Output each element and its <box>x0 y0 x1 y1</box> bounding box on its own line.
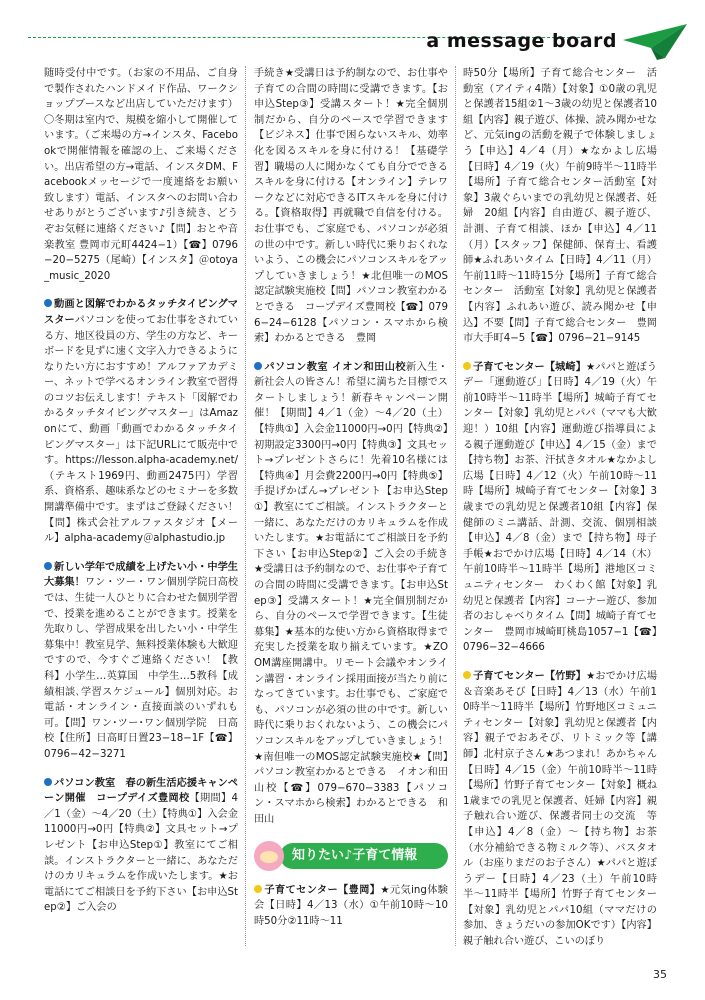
listing-continued: 手続き★受講日は予約制なので、お仕事や子育ての合間の時間に受講できます。【お申込Step③】受講スタート！★完全個別制だから、自分のペースで学習できます【ビジネス】仕事で困らないスキル、効率化を図るスキルを身に付ける！【基礎学習】職場の人に聞かなくても自分でできるスキルを身に付ける【オンライン】テレワークなどに対応できるITスキルを身に付ける。【資格取得】再就職で自信を付ける。お仕事でも、ご家庭でも、パソコンが必須の世の中です。新しい時代に乗りおくれないよう、この機会にパソコンスキルをアップしていきましょう！★北但唯一のMOS認定試験実施校【問】パソコン教室わかるとできる コープデイズ豊岡校【☎】0796−24−6128【パソコン・スマホから検索】わかるとできる 豊岡 <box>254 68 448 345</box>
section-title: a message board <box>426 30 617 52</box>
column-2 <box>254 66 448 971</box>
listing-continued: 時50分【場所】子育て総合センター 活動室（アイティ4階）【対象】①0歳の乳児と保護者15組②1〜3歳の幼児と保護者10組【内容】親子遊び、体操、読み聞かせなど、元気ingの活動を親子で体験しましょう【申込】4／4（月）★なかよし広場【日時】4／19（火）午前9時半〜11時半【場所】子育て総合センター活動室【対象】3歳ぐらいまでの乳幼児と保護者、妊婦 20組【内容】自由遊び、親子遊び、計測、子育て相談、ほか【申込】4／11（月）【スタッフ】保健師、保育士、看護師★ふれあいタイム【日時】4／11（月）午前11時〜11時15分【場所】子育て総合センター 活動室【対象】乳幼児と保護者【内容】ふれあい遊び、読み聞かせ【申込】不要【問】子育て総合センター 豊岡市大手町4−5【☎】0796−21−9145 <box>463 68 657 345</box>
column-3 <box>463 66 657 971</box>
listing <box>44 776 238 916</box>
listing <box>254 360 448 828</box>
listing-heading: 子育てセンター【竹野】 <box>473 670 587 682</box>
bullet-icon <box>44 562 52 570</box>
bullet-icon <box>44 778 52 786</box>
column-1 <box>44 66 238 971</box>
listing-heading: 子育てセンター【城崎】 <box>473 361 587 373</box>
listing-body: ワン・ツー・ワン個別学院日高校では、生徒一人ひとりに合わせた個別学習で、授業を進めることができます。授業を先取りし、学習成果を出したい小・中学生募集中！教室見学、無料授業体験も大歓迎ですので、今すぐご連絡ください！【教科】小学生…英算国 中学生…5教科【成績相談､学習スケジュール】個別対応。お電話・オンライン・直接面談のいずれも可。【問】ワン･ツー･ワン個別学院 日高校【住所】日高町日置23−18−1F【☎】0796−42−3271 <box>44 577 238 760</box>
listing <box>254 883 448 930</box>
listing-heading: パソコン教室 イオン和田山校 <box>264 361 406 373</box>
banner-title: 知りたい♪子育て情報 <box>280 843 448 869</box>
listing-body: パソコンを使ってお仕事をされている方、地区役員の方、学生の方など、キーボードを見ずに速く文字入力できるようになりたい方におすすめ！アルファアカデミー、ネットで学べるオンライン教室で習得のコツお伝えします！テキスト「図解でわかるタッチタイピングマスター」はAmazonにて、動画「動画でわかるタッチタイピングマスター」は下記URLにて販売中です。https://lesson.alpha-academy.net/（テキスト1969円、動画2475円）学習系、資格系、趣味系などのセミナーを多数開講準備中です。まずはご登録ください！【問】株式会社アルファスタジオ【メール】alpha-academy＠alphastudio.jp <box>44 314 238 545</box>
listing-heading: 動画と図解でわかるタッチタイピングマスター <box>44 299 238 326</box>
smiley-icon <box>254 841 284 871</box>
page-number: 35 <box>653 968 667 981</box>
listing-body: 【期間】4／1（金）〜4／20（土）【特典①】入会金11000円→0円【特典②】文具セット→プレゼント【お申込Step①】教室にてご相談。インストラクターと一緒に、あなただけのカリキュラムを作成いたします。★お電話にてご相談日を予約下さい【お申込Step②】ご入会の <box>44 793 238 914</box>
listing <box>463 669 657 950</box>
listing-heading: 子育てセンター【豊岡】 <box>264 884 381 896</box>
bullet-icon <box>44 299 52 307</box>
listing <box>44 560 238 763</box>
listing-body: ★元気ing体験会【日時】4／13（水）①午前10時〜10時50分②11時〜11 <box>254 884 448 927</box>
listing-continued: 随時受付中です。（お家の不用品、ご自身で製作されたハンドメイド作品、ワークショップブースなど出店していただけます）〇冬期は室内で、規模を縮小して開催しています。（ご来場の方→インスタ、Facebookで開催情報を確認の上、ご来場ください。出店希望の方→電話、インスタDM、Facebookメッセージで一度連絡をお願い致します）電話、インスタへのお問い合わせありがとうございます♪引き続き、どうぞお気軽に連絡ください♪【問】おとや音楽教室 豊岡市元町4424−1）【☎】0796−20−5275（尾崎）【インスタ】＠otoya_music_2020 <box>44 68 238 282</box>
column-divider <box>455 66 456 946</box>
bullet-icon <box>254 362 262 370</box>
listing-heading: パソコン教室 春の新生活応援キャンペーン開催 コープデイズ豊岡校 <box>44 777 238 805</box>
bullet-icon <box>463 362 471 370</box>
listing <box>463 360 657 656</box>
listing-heading: 新しい学年で成績を上げたい小・中学生大募集！ <box>44 561 238 589</box>
bullet-icon <box>463 671 471 679</box>
listing-body: ★パパと遊ぼうデー「運動遊び」【日時】4／19（火）午前10時半〜11時半【場所】城崎子育てセンター【対象】乳幼児とパパ（ママも大歓迎！）10組【内容】運動遊び指導員による親子運動遊び【申込】4／15（金）まで【持ち物】お茶、汗拭きタオル★なかよし広場【日時】4／12（火）午前10時〜11時【場所】城崎子育てセンター【対象】3歳までの乳幼児と保護者10組【内容】保健師のミニ講話、計測、交流、個別相談【申込】4／8（金）まで【持ち物】母子手帳★おでかけ広場【日時】4／14（木）午前10時半〜11時半【場所】港地区コミュニティセンター わくわく館【対象】乳幼児と保護者【内容】コーナー遊び、参加者のおしゃべりタイム【問】城崎子育てセンター 豊岡市城崎町桃島1057−1【☎】0796−32−4666 <box>463 361 657 654</box>
listing <box>44 297 238 547</box>
bullet-icon <box>254 885 262 893</box>
listing-body: 新入生・新社会人の皆さん！希望に満ちた目標でスタートしましょう！新春キャンペーン開催！【期間】4／1（金）〜4／20（土）【特典①】入会金11000円→0円【特典②】初期設定3300円→0円【特典③】文具セット→プレゼントさらに！先着10名様には【特典④】月会費2200円→0円【特典⑤】手提げかばん→プレゼント【お申込Step①】教室にてご相談。インストラクターと一緒に、あなただけのカリキュラムを作成いたします。★お電話にてご相談日を予約下さい【お申込Step②】ご入会の手続き★受講日は予約制なので、お仕事や子育ての合間の時間に受講できます。【お申込Step③】受講スタート！★完全個別制だから、自分のペースで学習できます。【生徒募集】★基本的な使い方から資格取得まで充実した授業を取り揃えています。★ZOOM講座開講中。リモート会議やオンライン講習・オンライン採用面接が当たり前になってきています。お仕事でも、ご家庭でも、パソコンが必須の世の中です。新しい時代に乗りおくれないよう、この機会にパソコンスキルをアップしていきましょう！★南但唯一のMOS認定試験実施校★【問】パソコン教室わかるとできる イオン和田山校【☎】079−670−3383【パソコン・スマホから検索】わかるとできる 和田山 <box>254 361 448 825</box>
column-divider <box>245 66 246 946</box>
paper-plane-icon <box>621 22 689 62</box>
listing-body: ★おでかけ広場＆音楽あそび【日時】4／13（水）午前10時半〜11時半【場所】竹野地区コミュニティセンター【対象】乳幼児と保護者【内容】親子でおあそび、リトミック等【講師】北村京子さん★あつまれ！あかちゃん【日時】4／15（金）午前10時半〜11時【場所】竹野子育てセンター【対象】概ね1歳までの乳児と保護者、妊婦【内容】親子触れ合い遊び、保護者同士の交流 等【申込】4／8（金）〜【持ち物】お茶（水分補給できる物ミルク等）、バスタオル（お座りまだのお子さん）★パパと遊ぼうデー【日時】4／23（土）午前10時半〜11時半【場所】竹野子育てセンター【対象】乳幼児とパパ10組（ママだけの参加、きょうだいの参加OKです）【内容】親子触れ合い遊び、こいのぼり <box>463 670 657 948</box>
section-banner <box>254 841 448 871</box>
